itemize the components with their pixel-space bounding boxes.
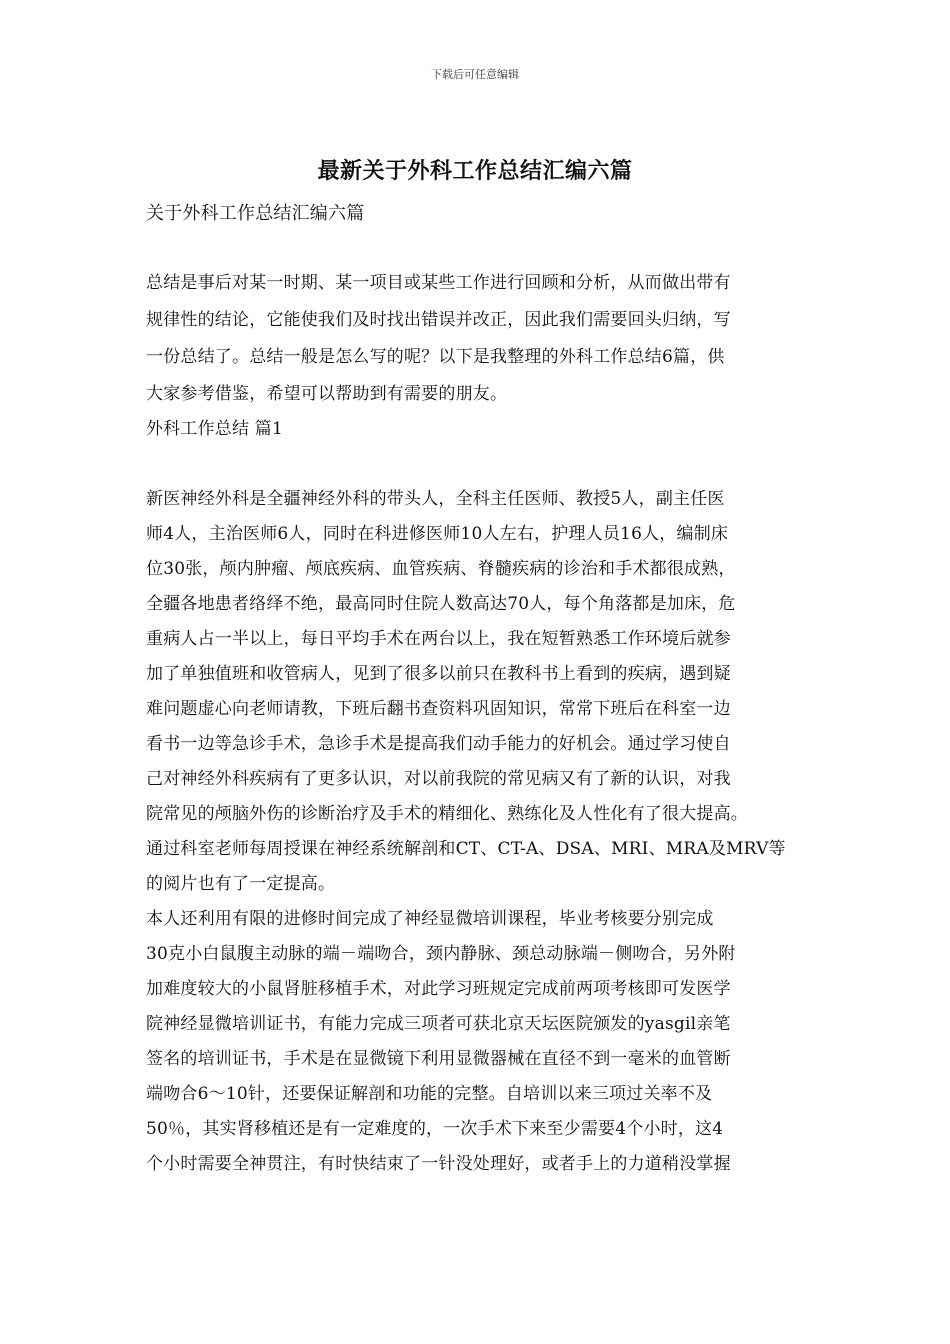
document-subtitle: 关于外科工作总结汇编六篇 — [146, 203, 365, 224]
document-title: 最新关于外科工作总结汇编六篇 — [317, 158, 633, 184]
intro-line: 大家参考借鉴，希望可以帮助到有需要的朋友。 — [146, 384, 508, 404]
body-line: 难问题虚心向老师请教，下班后翻书查资料巩固知识，常常下班后在科室一边 — [146, 699, 731, 719]
body-line: 本人还利用有限的进修时间完成了神经显微培训课程，毕业考核要分别完成 — [146, 909, 714, 929]
body-line: 30克小白鼠腹主动脉的端－端吻合，颈内静脉、颈总动脉端－侧吻合，另外附 — [146, 944, 736, 964]
body-line: 50％，其实肾移植还是有一定难度的，一次手术下来至少需要4个小时，这4 — [146, 1119, 724, 1139]
body-line: 个小时需要全神贯注，有时快结束了一针没处理好，或者手上的力道稍没掌握 — [146, 1154, 731, 1174]
body-line: 师4人，主治医师6人，同时在科进修医师10人左右，护理人员16人，编制床 — [146, 524, 729, 544]
body-line: 签名的培训证书，手术是在显微镜下利用显微器械在直径不到一毫米的血管断 — [146, 1049, 731, 1069]
header-note: 下载后可任意编辑 — [431, 68, 519, 81]
intro-line: 总结是事后对某一时期、某一项目或某些工作进行回顾和分析，从而做出带有 — [146, 273, 731, 293]
body-line: 加了单独值班和收管病人，见到了很多以前只在教科书上看到的疾病，遇到疑 — [146, 664, 731, 684]
body-line: 端吻合6～10针，还要保证解剖和功能的完整。自培训以来三项过关率不及 — [146, 1084, 713, 1104]
intro-line: 规律性的结论，它能使我们及时找出错误并改正，因此我们需要回头归纳，写 — [146, 310, 731, 330]
intro-line: 一份总结了。总结一般是怎么写的呢？以下是我整理的外科工作总结6篇，供 — [146, 347, 725, 367]
body-line: 通过科室老师每周授课在神经系统解剖和CT、CT-A、DSA、MRI、MRA及MRV等 — [146, 839, 786, 859]
body-line: 全疆各地患者络绎不绝，最高同时住院人数高达70人，每个角落都是加床，危 — [146, 594, 736, 614]
body-line: 院神经显微培训证书，有能力完成三项者可获北京天坛医院颁发的yasgil亲笔 — [146, 1014, 731, 1034]
body-line: 位30张，颅内肿瘤、颅底疾病、血管疾病、脊髓疾病的诊治和手术都很成熟， — [146, 559, 736, 579]
body-line: 加难度较大的小鼠肾脏移植手术，对此学习班规定完成前两项考核即可发医学 — [146, 979, 731, 999]
body-line: 新医神经外科是全疆神经外科的带头人，全科主任医师、教授5人，副主任医 — [146, 489, 725, 509]
body-line: 看书一边等急诊手术，急诊手术是提高我们动手能力的好机会。通过学习使自 — [146, 734, 731, 754]
body-line: 重病人占一半以上，每日平均手术在两台以上，我在短暂熟悉工作环境后就参 — [146, 629, 731, 649]
body-line: 的阅片也有了一定提高。 — [146, 874, 336, 894]
body-line: 院常见的颅脑外伤的诊断治疗及手术的精细化、熟练化及人性化有了很大提高。 — [146, 804, 748, 824]
section-heading: 外科工作总结 篇1 — [146, 419, 284, 439]
body-line: 己对神经外科疾病有了更多认识，对以前我院的常见病又有了新的认识，对我 — [146, 769, 731, 789]
